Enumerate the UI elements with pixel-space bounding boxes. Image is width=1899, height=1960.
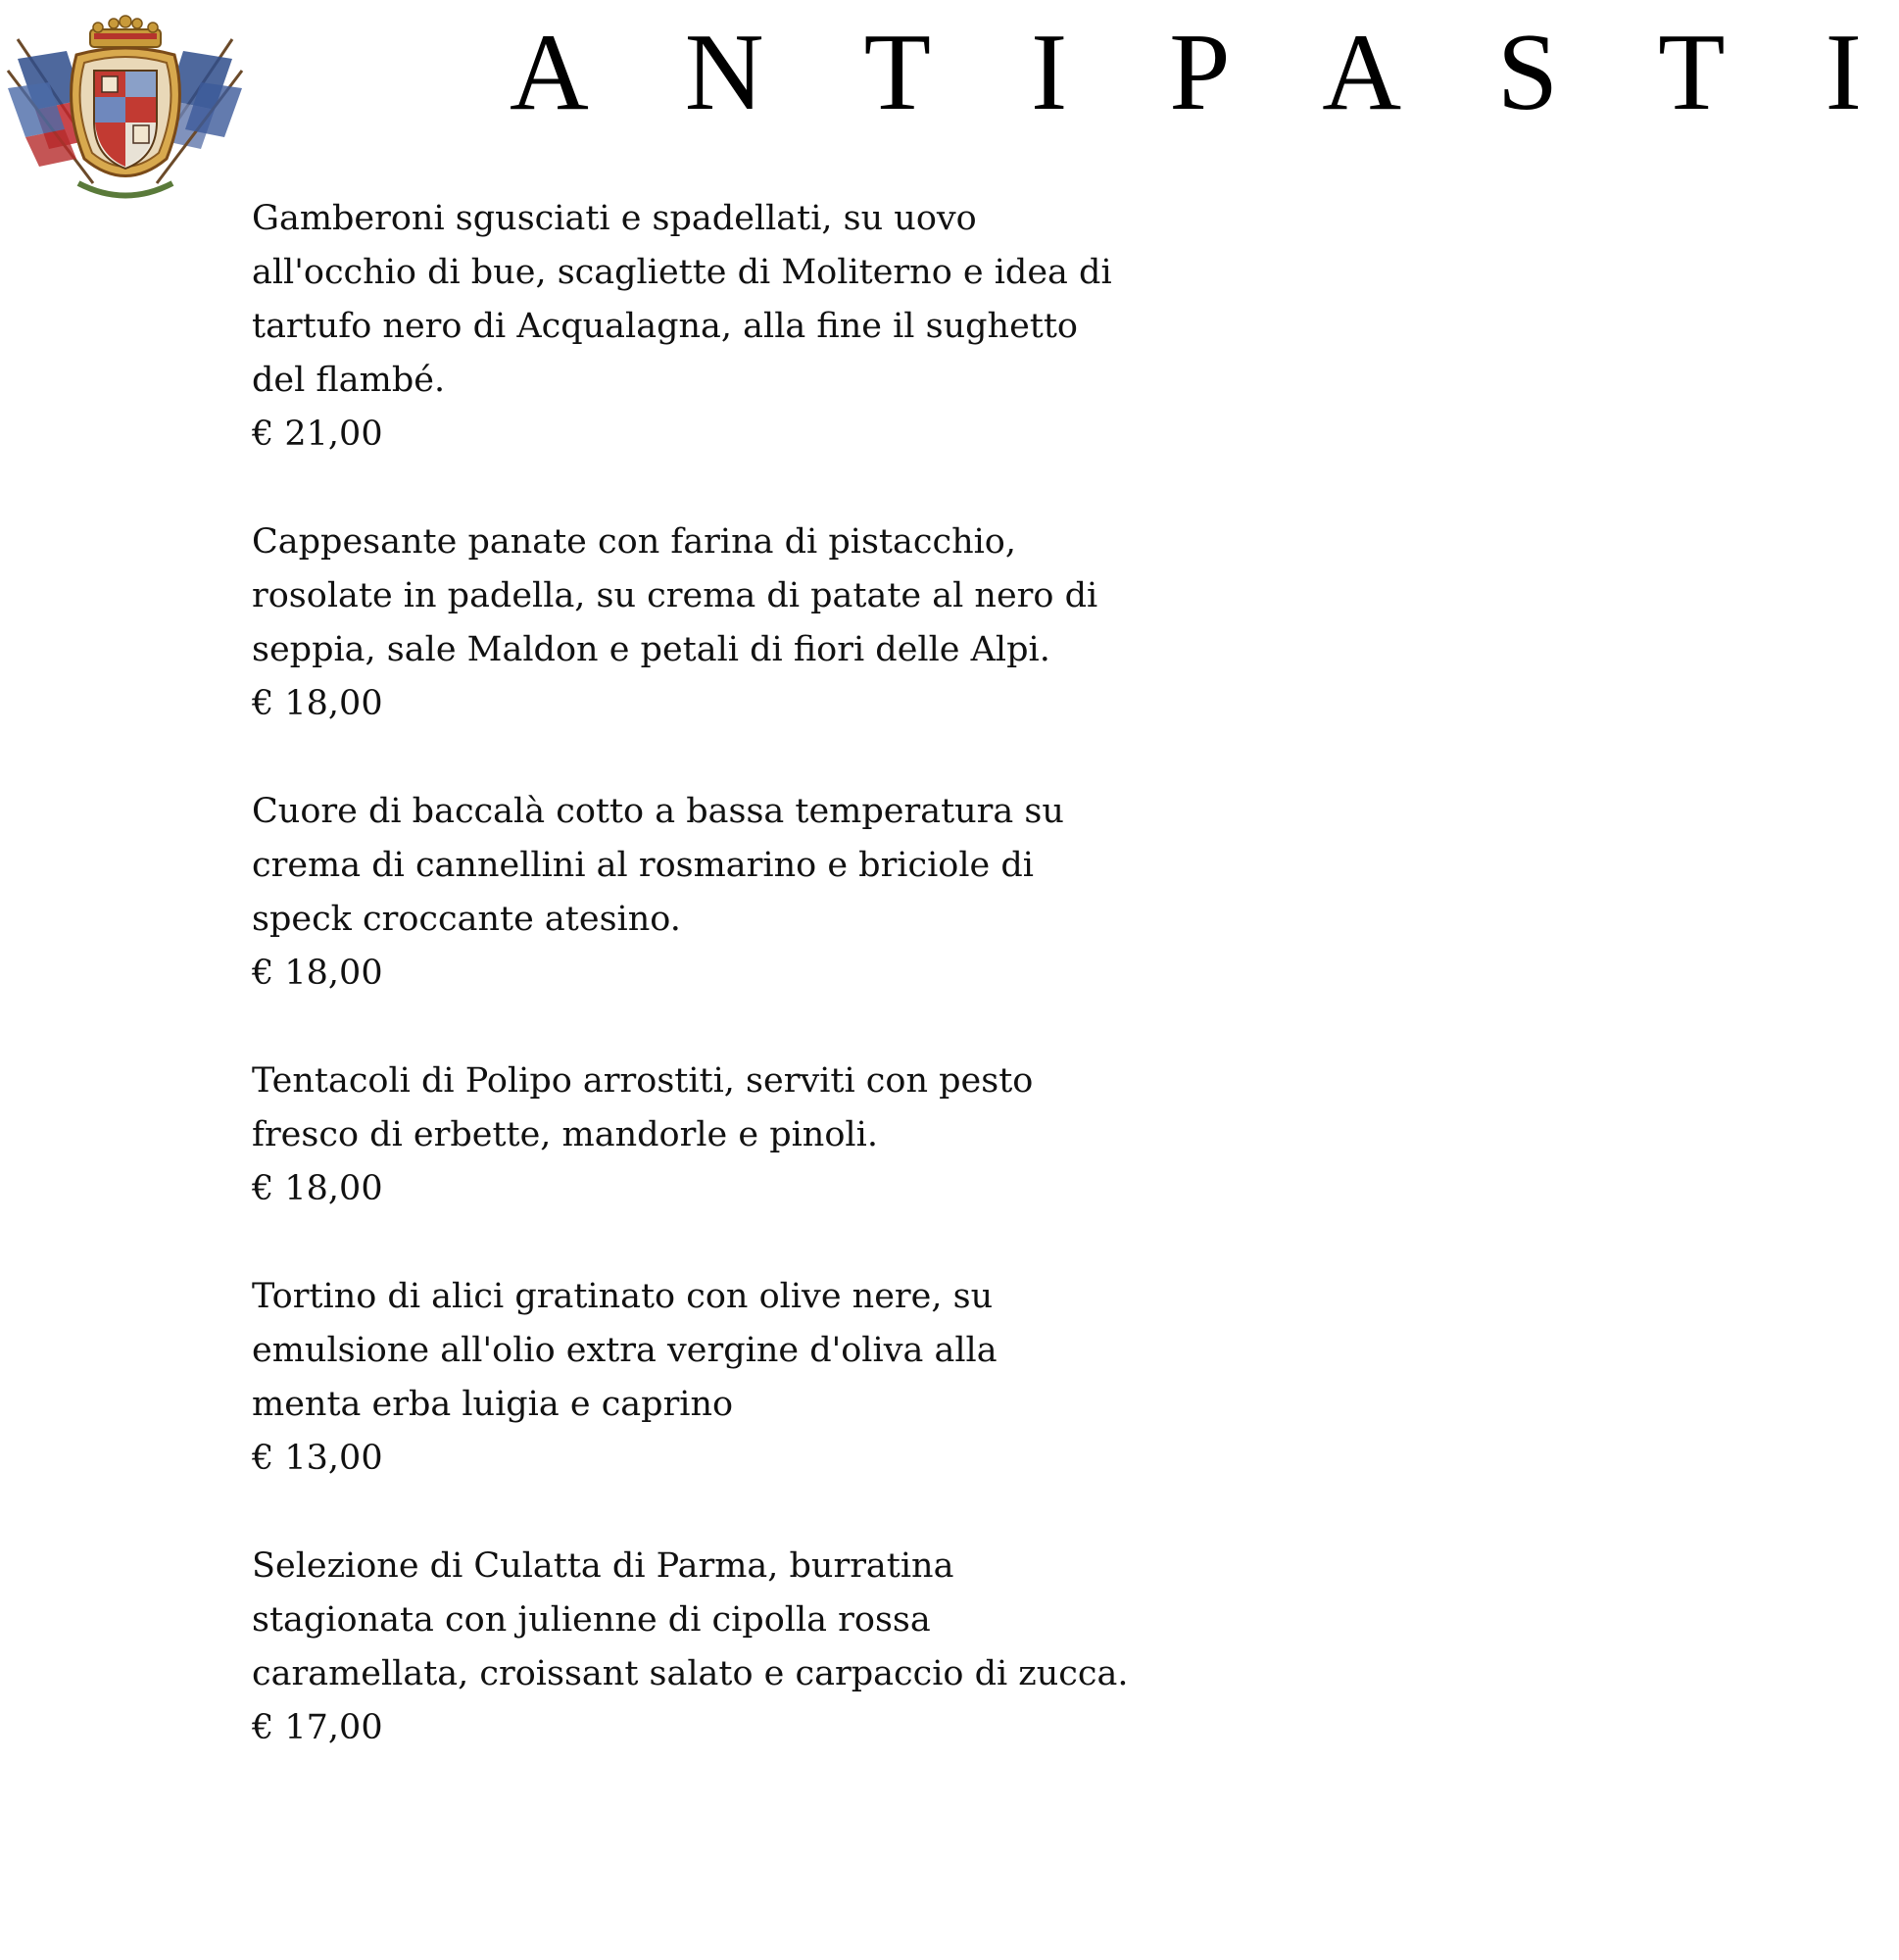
dish-price: € 18,00 [252, 684, 383, 723]
dish-description: Cuore di baccalà cotto a bassa temperatura su crema di cannellini al rosmarino e briciole di speck croccante atesino. [252, 792, 1064, 939]
dish-price: € 13,00 [252, 1439, 383, 1478]
menu-list [252, 192, 1232, 1809]
dish-price: € 18,00 [252, 1169, 383, 1208]
dish-price: € 21,00 [252, 415, 383, 454]
coat-of-arms-icon [0, 12, 250, 208]
crown-icon [90, 16, 161, 47]
menu-item [252, 192, 1232, 462]
menu-item [252, 1540, 1232, 1755]
dish-description: Selezione di Culatta di Parma, burratina stagionata con julienne di cipolla rossa caramellata, croissant salato e carpaccio di zucca. [252, 1546, 1129, 1693]
shield-icon [94, 71, 157, 169]
page-title: A N T I P A S T I [510, 12, 1899, 133]
dish-description: Cappesante panate con farina di pistacchio, rosolate in padella, su crema di patate al nero di seppia, sale Maldon e petali di fiori delle Alpi. [252, 522, 1098, 669]
dish-price: € 17,00 [252, 1708, 383, 1747]
dish-description: Tentacoli di Polipo arrostiti, serviti con pesto fresco di erbette, mandorle e pinoli. [252, 1061, 1034, 1154]
dish-description: Gamberoni sgusciati e spadellati, su uovo all'occhio di bue, scagliette di Moliterno e idea di tartufo nero di Acqualagna, alla fine il sughetto del flambé. [252, 199, 1112, 400]
dish-price: € 18,00 [252, 954, 383, 993]
menu-item [252, 515, 1232, 731]
dish-description: Tortino di alici gratinato con olive nere, su emulsione all'olio extra vergine d'oliva alla menta erba luigia e caprino [252, 1277, 998, 1424]
menu-item [252, 785, 1232, 1001]
menu-item [252, 1054, 1232, 1216]
menu-item [252, 1270, 1232, 1486]
